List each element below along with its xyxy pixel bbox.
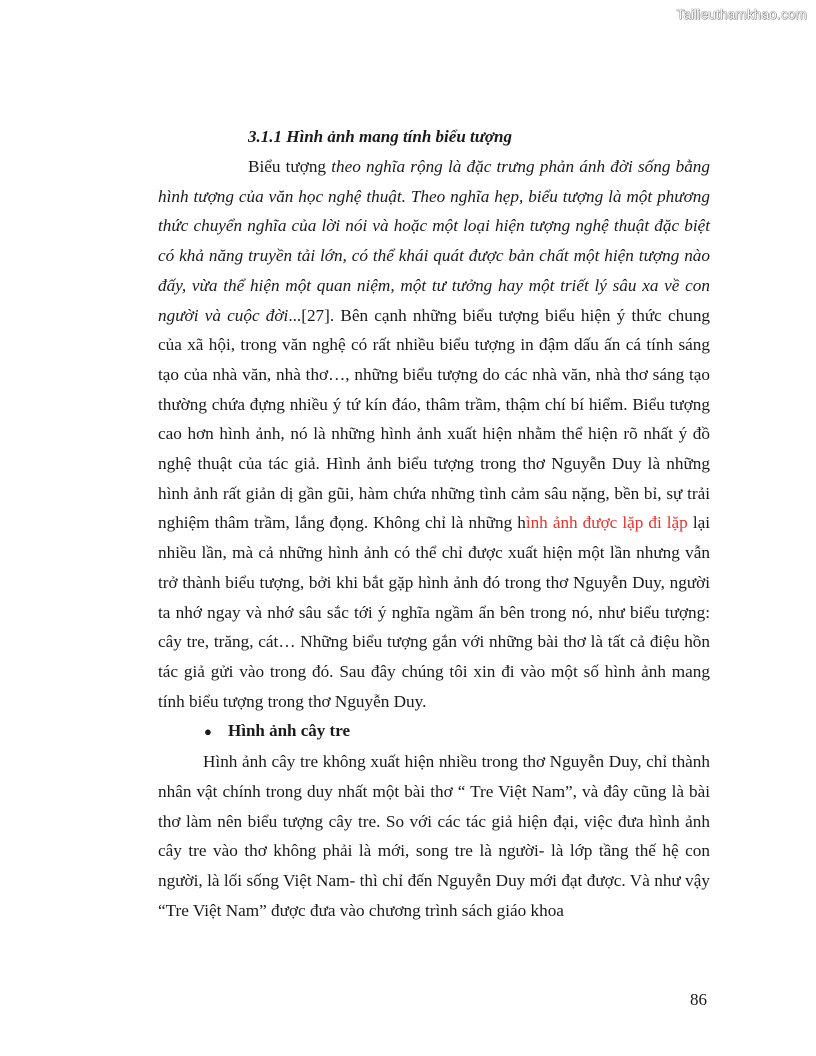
section-heading: 3.1.1 Hình ảnh mang tính biểu tượng <box>248 127 513 146</box>
text-run: Biểu tượng <box>248 157 332 176</box>
highlighted-text: ình ảnh được lặp đi lặp <box>525 513 688 533</box>
page-number: 86 <box>690 990 707 1009</box>
paragraph-symbol-definition <box>158 152 710 716</box>
text-run: ...[27]. Bên cạnh những biểu tượng biểu hiện ý thức chung của xã hội, trong văn nghệ có rất nhiều biểu tượng in đậm dấu ấn cá tính sáng tạo của nhà văn, nhà thơ…, những biểu tượng do các nhà văn, nhà thơ sáng tạo thường chứa đựng nhiều ý tứ kín đáo, thâm trầm, thậm chí bí hiểm. Biểu tượng cao hơn hình ảnh, nó là những hình ảnh xuất hiện nhằm thể hiện rõ nhất ý đồ nghệ thuật của tác giả. Hình ảnh biểu tượng trong thơ Nguyễn Duy là những hình ảnh rất giản dị gần gũi, hàm chứa những tình cảm sâu nặng, bền bỉ, sự trải nghiệm thâm trầm, lắng đọng. Không chỉ là những h <box>158 305 711 533</box>
bullet-icon: ● <box>204 724 212 740</box>
bullet-heading-label: Hình ảnh cây tre <box>228 721 351 741</box>
watermark: Tailieuthamkhao.com <box>676 7 807 22</box>
bullet-heading <box>204 716 710 747</box>
italic-definition: theo nghĩa rộng là đặc trưng phản ánh đời sống bằng hình tượng của văn học nghệ thuật. Theo nghĩa hẹp, biểu tượng là một phương thức chuyển nghĩa của lời nói và hoặc một loại hiện tượng nghệ thuật đặc biệt có khả năng truyền tải lớn, có thể khái quát được bản chất một hiện tượng nào đấy, vừa thể hiện một quan niệm, một tư tưởng hay một triết lý sâu xa về con người và cuộc đời <box>158 157 710 325</box>
text-run: lại nhiều lần, mà cả những hình ảnh có thể chỉ được xuất hiện một lần nhưng vẫn trở thành biểu tượng, bởi khi bắt gặp hình ảnh đó trong thơ Nguyễn Duy, người ta nhớ ngay và nhớ sâu sắc tới ý nghĩa ngầm ẩn bên trong nó, như biểu tượng: cây tre, trăng, cát… Những biểu tượng gắn với những bài thơ là tất cả điệu hồn tác giả gửi vào trong đó. Sau đây chúng tôi xin đi vào một số hình ảnh mang tính biểu tượng trong thơ Nguyễn Duy. <box>158 513 710 711</box>
paragraph-bamboo <box>158 747 710 925</box>
page-body <box>158 122 710 926</box>
text-run: Hình ảnh cây tre không xuất hiện nhiều trong thơ Nguyễn Duy, chỉ thành nhân vật chính trong duy nhất một bài thơ “ Tre Việt Nam”, và đây cũng là bài thơ làm nên biểu tượng cây tre. So với các tác giả hiện đại, việc đưa hình ảnh cây tre vào thơ không phải là mới, song tre là người- là lớp tầng thế hệ con người, là lối sống Việt Nam- thì chỉ đến Nguyễn Duy mới đạt được. Và như vậy “Tre Việt Nam” được đưa vào chương trình sách giáo khoa <box>158 752 710 920</box>
